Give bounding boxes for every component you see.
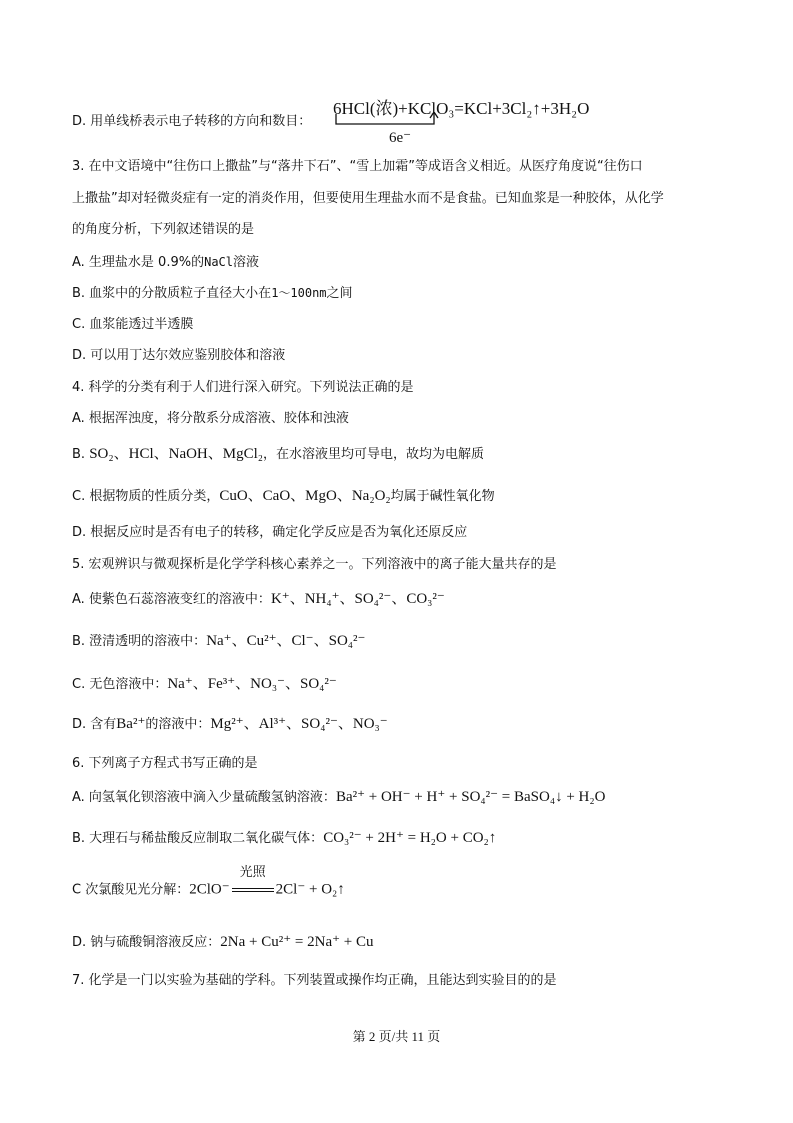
q6-option-c-right: 2Cl⁻ + O₂↑ bbox=[275, 881, 345, 898]
q4-option-a: A. 根据浑浊度，将分散系分成溶液、胶体和浊液 bbox=[72, 411, 349, 426]
q3-stem-line3: 的角度分析，下列叙述错误的是 bbox=[72, 222, 255, 237]
q6-option-b-text: B. 大理石与稀盐酸反应制取二氧化碳气体： bbox=[72, 831, 324, 846]
q3-stem-line1: 3. 在中文语境中“往伤口上撒盐”与“落井下石”、“雪上加霜”等成语含义相近。从医疗角度说“往伤口 bbox=[72, 159, 643, 174]
q4-option-b-text: ，在水溶液里均可导电，故均为电解质 bbox=[263, 447, 485, 462]
q6-stem: 6. 下列离子方程式书写正确的是 bbox=[72, 756, 258, 771]
q5-option-c bbox=[72, 675, 337, 694]
q5-option-a bbox=[72, 590, 445, 609]
q5-option-b-text: B. 澄清透明的溶液中： bbox=[72, 634, 207, 649]
condition-arrow bbox=[230, 865, 276, 900]
condition-label: 光照 bbox=[239, 865, 266, 880]
q4-option-b-formulas: SO₂、HCl、NaOH、MgCl₂ bbox=[89, 446, 264, 462]
q3-option-a-text: A. 生理盐水是 0.9%的 bbox=[72, 255, 205, 270]
q2-equation: 6HCl(浓)+KClO₃=KCl+3Cl₂↑+3H₂O bbox=[333, 99, 590, 118]
q3-stem-line2: 上撒盐”却对轻微炎症有一定的消炎作用，但要使用生理盐水而不是食盐。已知血浆是一种胶体，从化学 bbox=[72, 191, 664, 206]
q3-option-d: D. 可以用丁达尔效应鉴别胶体和溶液 bbox=[72, 348, 286, 363]
q4-stem: 4. 科学的分类有利于人们进行深入研究。下列说法正确的是 bbox=[72, 380, 414, 395]
q6-option-c-left: 2ClO⁻ bbox=[189, 881, 230, 898]
q6-option-d-equation: 2Na + Cu²⁺ = 2Na⁺ + Cu bbox=[220, 934, 374, 950]
q5-option-d-ions: Mg²⁺、Al³⁺、SO₄²⁻、NO₃⁻ bbox=[210, 716, 388, 732]
q4-option-c-text: C. 根据物质的性质分类， bbox=[72, 489, 220, 504]
q3-option-a-suffix: 溶液 bbox=[233, 255, 260, 270]
q6-option-c-text: C 次氯酸见光分解： bbox=[72, 882, 190, 898]
q6-option-a-text: A. 向氢氧化钡溶液中滴入少量硫酸氢钠溶液： bbox=[72, 790, 336, 805]
q5-option-b bbox=[72, 632, 365, 651]
q2-option-d: D. 用单线桥表示电子转移的方向和数目： bbox=[72, 114, 312, 129]
q3-option-c: C. 血浆能透过半透膜 bbox=[72, 317, 194, 332]
q6-option-b bbox=[72, 829, 496, 848]
q3-option-a-formula: NaCl bbox=[204, 255, 233, 269]
q6-option-a-equation: Ba²⁺ + OH⁻ + H⁺ + SO₄²⁻ = BaSO₄↓ + H₂O bbox=[335, 789, 606, 805]
q7-stem: 7. 化学是一门以实验为基础的学科。下列装置或操作均正确，且能达到实验目的的是 bbox=[72, 973, 557, 988]
q3-option-a bbox=[72, 253, 259, 272]
q5-option-a-ions: K⁺、NH₄⁺、SO₄²⁻、CO₃²⁻ bbox=[270, 591, 445, 607]
page-footer: 第 2 页/共 11 页 bbox=[352, 1029, 441, 1044]
q5-option-d bbox=[72, 715, 388, 734]
q5-option-d-text: D. 含有 bbox=[72, 717, 117, 732]
q3-option-b-text: B. 血浆中的分散质粒子直径大小在 bbox=[72, 286, 272, 301]
q5-option-d-mid: 的溶液中： bbox=[145, 717, 211, 732]
q5-option-c-ions: Na⁺、Fe³⁺、NO₃⁻、SO₄²⁻ bbox=[167, 676, 337, 692]
q6-option-a bbox=[72, 788, 605, 807]
q5-option-d-ion: Ba²⁺ bbox=[116, 716, 146, 732]
q4-option-d: D. 根据反应时是否有电子的转移，确定化学反应是否为氧化还原反应 bbox=[72, 525, 468, 540]
electron-count: 6e⁻ bbox=[389, 130, 412, 146]
q6-option-c bbox=[72, 865, 345, 900]
q6-option-d-text: D. 钠与硫酸铜溶液反应： bbox=[72, 935, 221, 950]
q3-option-b-suffix: 之间 bbox=[326, 286, 353, 301]
q5-option-a-text: A. 使紫色石蕊溶液变红的溶液中： bbox=[72, 592, 271, 607]
q5-option-c-text: C. 无色溶液中： bbox=[72, 677, 168, 692]
q6-option-b-equation: CO₃²⁻ + 2H⁺ = H₂O + CO₂↑ bbox=[323, 830, 497, 846]
q5-stem: 5. 宏观辨识与微观探析是化学学科核心素养之一。下列溶液中的离子能大量共存的是 bbox=[72, 557, 557, 572]
q4-option-b-label: B. bbox=[72, 447, 86, 462]
q3-option-b-range: 1～100nm bbox=[271, 286, 327, 300]
q4-option-c-suffix: 均属于碱性氧化物 bbox=[390, 489, 495, 504]
q4-option-b bbox=[72, 445, 484, 464]
q4-option-c bbox=[72, 487, 495, 506]
q3-option-b bbox=[72, 284, 353, 303]
q6-option-d bbox=[72, 933, 373, 952]
q5-option-b-ions: Na⁺、Cu²⁺、Cl⁻、SO₄²⁻ bbox=[206, 633, 366, 649]
q4-option-c-formulas: CuO、CaO、MgO、Na₂O₂ bbox=[219, 488, 391, 504]
